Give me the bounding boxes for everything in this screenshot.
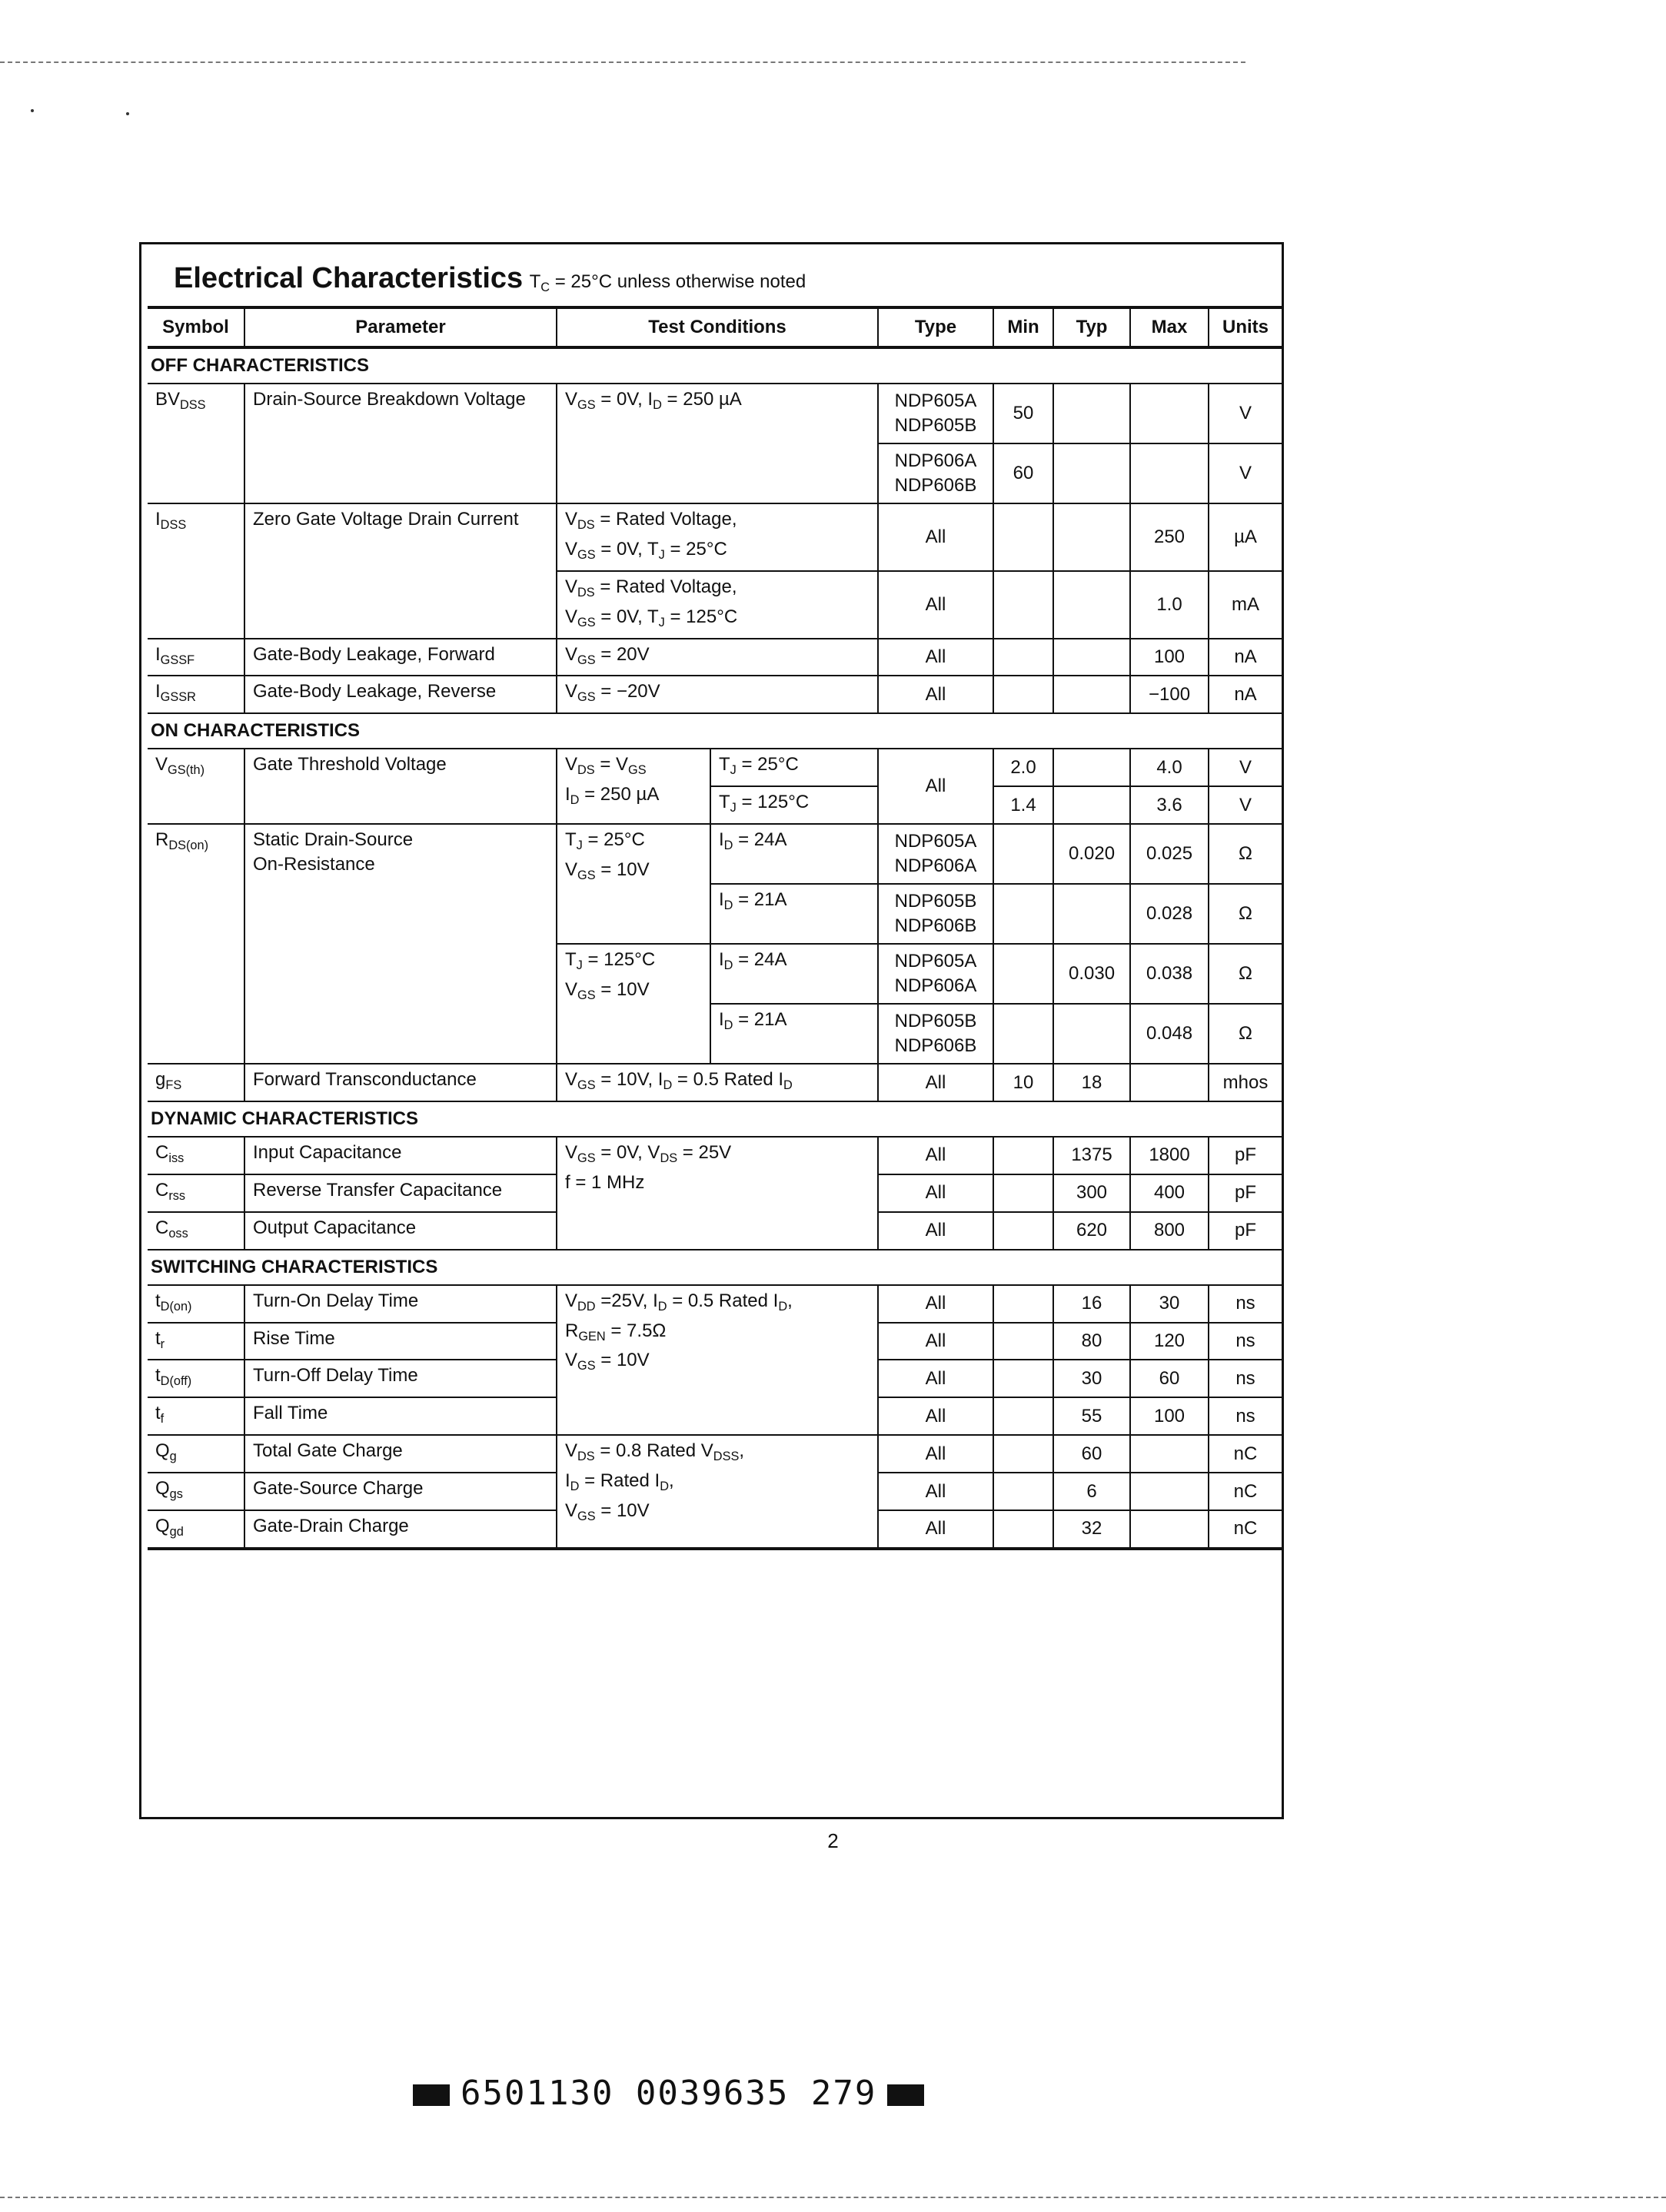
symbol-coss: $C_{oss}$ <box>148 1212 244 1250</box>
type-cell: All <box>878 639 993 676</box>
cond-bvdss: $V_{GS} = 0V$, $I_D = 250$ µA <box>557 384 878 503</box>
title-condition: $T_C = 25^\circ C$ unless otherwise noted <box>529 271 806 294</box>
table-row <box>148 384 1282 443</box>
units-cell: nC <box>1209 1473 1282 1510</box>
param-igssf: Gate-Body Leakage, Forward <box>244 639 557 676</box>
type-cell: All <box>878 1174 993 1212</box>
typ-cell: 80 <box>1053 1323 1130 1360</box>
units-cell: V <box>1209 749 1282 786</box>
max-cell: −100 <box>1130 676 1209 713</box>
cond-id-21a: $I_D = 21A$ <box>710 884 878 944</box>
type-cell: NDP605B NDP606B <box>878 1004 993 1064</box>
footer-code-text: 6501130 0039635 279 <box>461 2074 877 2113</box>
units-cell: V <box>1209 384 1282 443</box>
typ-cell: 1375 <box>1053 1137 1130 1174</box>
units-cell: nA <box>1209 639 1282 676</box>
typ-cell: 32 <box>1053 1510 1130 1549</box>
symbol-tdon: $t_{D(on)}$ <box>148 1285 244 1323</box>
param-gfs: Forward Transconductance <box>244 1064 557 1101</box>
section-title <box>174 262 806 295</box>
symbol-crss: $C_{rss}$ <box>148 1174 244 1212</box>
type-cell: All <box>878 676 993 713</box>
min-cell: 1.4 <box>993 786 1053 824</box>
max-cell: 0.028 <box>1130 884 1209 944</box>
type-cell: All <box>878 749 993 824</box>
electrical-characteristics-panel <box>139 242 1284 1819</box>
scan-artifact-bottom <box>0 2197 1666 2198</box>
param-tdoff: Turn-Off Delay Time <box>244 1360 557 1397</box>
type-cell: All <box>878 503 993 571</box>
max-cell: 120 <box>1130 1323 1209 1360</box>
typ-cell: 18 <box>1053 1064 1130 1101</box>
typ-cell: 0.020 <box>1053 824 1130 884</box>
units-cell: ns <box>1209 1323 1282 1360</box>
symbol-tf: $t_f$ <box>148 1397 244 1435</box>
units-cell: Ω <box>1209 824 1282 884</box>
param-bvdss: Drain-Source Breakdown Voltage <box>244 384 557 503</box>
cond-id-24a: $I_D = 24A$ <box>710 824 878 884</box>
max-cell: 3.6 <box>1130 786 1209 824</box>
type-cell: All <box>878 1360 993 1397</box>
symbol-igssf: $I_{GSSF}$ <box>148 639 244 676</box>
param-qgd: Gate-Drain Charge <box>244 1510 557 1549</box>
scan-dot <box>126 112 129 115</box>
cond-gate-charge: $V_{DS} = 0.8$ Rated $V_{DSS}$, $I_D$ = Rated $I_D$, $V_{GS} = 10V$ <box>557 1435 878 1549</box>
cond-vgsth: $V_{DS} = V_{GS}$ $I_D = 250$ µA <box>557 749 710 824</box>
type-cell: All <box>878 1435 993 1473</box>
units-cell: µA <box>1209 503 1282 571</box>
units-cell: ns <box>1209 1285 1282 1323</box>
scan-dot <box>31 109 34 112</box>
param-qg: Total Gate Charge <box>244 1435 557 1473</box>
units-cell: Ω <box>1209 944 1282 1004</box>
barcode-block <box>887 2084 924 2106</box>
cond-idss-25: $V_{DS}$ = Rated Voltage, $V_{GS} = 0V$, $T_J = 25^\circ C$ <box>557 503 878 571</box>
table-row <box>148 1285 1282 1323</box>
max-cell: 100 <box>1130 1397 1209 1435</box>
max-cell: 30 <box>1130 1285 1209 1323</box>
max-cell: 1.0 <box>1130 571 1209 639</box>
min-cell: 50 <box>993 384 1053 443</box>
param-tf: Fall Time <box>244 1397 557 1435</box>
units-cell: Ω <box>1209 884 1282 944</box>
scan-artifact-top <box>0 61 1245 63</box>
typ-cell: 300 <box>1053 1174 1130 1212</box>
max-cell: 100 <box>1130 639 1209 676</box>
max-cell: 800 <box>1130 1212 1209 1250</box>
table-row <box>148 1435 1282 1473</box>
param-coss: Output Capacitance <box>244 1212 557 1250</box>
cond-gfs: $V_{GS} = 10V$, $I_D = 0.5$ Rated $I_D$ <box>557 1064 878 1101</box>
section-on: ON CHARACTERISTICS <box>148 713 1282 749</box>
cond-rdson-125: $T_J = 125^\circ C$ $V_{GS} = 10V$ <box>557 944 710 1064</box>
units-cell: nC <box>1209 1435 1282 1473</box>
cond-idss-125: $V_{DS}$ = Rated Voltage, $V_{GS} = 0V$, $T_J = 125^\circ C$ <box>557 571 878 639</box>
header-test-conditions: Test Conditions <box>557 307 878 347</box>
type-cell: NDP605A NDP605B <box>878 384 993 443</box>
symbol-ciss: $C_{iss}$ <box>148 1137 244 1174</box>
param-ciss: Input Capacitance <box>244 1137 557 1174</box>
cond-switching: $V_{DD} =25V$, $I_D = 0.5$ Rated $I_D$, $R_{GEN} = 7.5\Omega$ $V_{GS} = 10V$ <box>557 1285 878 1436</box>
header-symbol: Symbol <box>148 307 244 347</box>
max-cell: 60 <box>1130 1360 1209 1397</box>
param-qgs: Gate-Source Charge <box>244 1473 557 1510</box>
symbol-qgd: $Q_{gd}$ <box>148 1510 244 1549</box>
characteristics-table <box>148 306 1282 1550</box>
max-cell: 0.038 <box>1130 944 1209 1004</box>
cond-igssr: $V_{GS} = -20V$ <box>557 676 878 713</box>
units-cell: Ω <box>1209 1004 1282 1064</box>
symbol-gfs: $g_{FS}$ <box>148 1064 244 1101</box>
section-switching: SWITCHING CHARACTERISTICS <box>148 1250 1282 1285</box>
units-cell: ns <box>1209 1360 1282 1397</box>
section-off: OFF CHARACTERISTICS <box>148 347 1282 384</box>
cond-dynamic: $V_{GS} = 0V$, $V_{DS} = 25V$ f = 1 MHz <box>557 1137 878 1250</box>
symbol-qgs: $Q_{gs}$ <box>148 1473 244 1510</box>
header-row <box>148 307 1282 347</box>
param-tr: Rise Time <box>244 1323 557 1360</box>
header-parameter: Parameter <box>244 307 557 347</box>
table-row <box>148 1137 1282 1174</box>
type-cell: NDP605A NDP606A <box>878 824 993 884</box>
cond-igssf: $V_{GS} = 20V$ <box>557 639 878 676</box>
max-cell: 400 <box>1130 1174 1209 1212</box>
page-number: 2 <box>827 1829 839 1852</box>
barcode-block <box>413 2084 450 2106</box>
header-typ: Typ <box>1053 307 1130 347</box>
symbol-idss: $I_{DSS}$ <box>148 503 244 639</box>
param-vgsth: Gate Threshold Voltage <box>244 749 557 824</box>
footer-code <box>402 2074 935 2113</box>
max-cell: 0.025 <box>1130 824 1209 884</box>
min-cell: 10 <box>993 1064 1053 1101</box>
symbol-tdoff: $t_{D(off)}$ <box>148 1360 244 1397</box>
header-max: Max <box>1130 307 1209 347</box>
cond-rdson-25: $T_J = 25^\circ C$ $V_{GS} = 10V$ <box>557 824 710 944</box>
cond-tj-25: $T_J = 25^\circ C$ <box>710 749 878 786</box>
units-cell: nA <box>1209 676 1282 713</box>
symbol-tr: $t_r$ <box>148 1323 244 1360</box>
header-min: Min <box>993 307 1053 347</box>
symbol-qg: $Q_g$ <box>148 1435 244 1473</box>
min-cell: 60 <box>993 443 1053 503</box>
max-cell: 250 <box>1130 503 1209 571</box>
typ-cell: 16 <box>1053 1285 1130 1323</box>
type-cell: NDP605A NDP606A <box>878 944 993 1004</box>
symbol-rdson: $R_{DS(on)}$ <box>148 824 244 1064</box>
param-tdon: Turn-On Delay Time <box>244 1285 557 1323</box>
table-row <box>148 824 1282 884</box>
typ-cell: 0.030 <box>1053 944 1130 1004</box>
type-cell: All <box>878 1212 993 1250</box>
type-cell: All <box>878 1397 993 1435</box>
units-cell: pF <box>1209 1212 1282 1250</box>
units-cell: V <box>1209 443 1282 503</box>
max-cell: 1800 <box>1130 1137 1209 1174</box>
type-cell: All <box>878 1323 993 1360</box>
header-type: Type <box>878 307 993 347</box>
symbol-igssr: $I_{GSSR}$ <box>148 676 244 713</box>
param-idss: Zero Gate Voltage Drain Current <box>244 503 557 639</box>
symbol-bvdss: $BV_{DSS}$ <box>148 384 244 503</box>
type-cell: All <box>878 1285 993 1323</box>
symbol-vgsth: $V_{GS(th)}$ <box>148 749 244 824</box>
table-row <box>148 503 1282 571</box>
table-row <box>148 1064 1282 1101</box>
type-cell: NDP606A NDP606B <box>878 443 993 503</box>
units-cell: ns <box>1209 1397 1282 1435</box>
units-cell: nC <box>1209 1510 1282 1549</box>
cond-id-24a: $I_D = 24A$ <box>710 944 878 1004</box>
units-cell: mA <box>1209 571 1282 639</box>
table-row <box>148 639 1282 676</box>
type-cell: NDP605B NDP606B <box>878 884 993 944</box>
cond-id-21a: $I_D = 21A$ <box>710 1004 878 1064</box>
typ-cell: 55 <box>1053 1397 1130 1435</box>
table-row <box>148 749 1282 786</box>
units-cell: V <box>1209 786 1282 824</box>
cond-tj-125: $T_J = 125^\circ C$ <box>710 786 878 824</box>
typ-cell: 30 <box>1053 1360 1130 1397</box>
typ-cell: 6 <box>1053 1473 1130 1510</box>
param-igssr: Gate-Body Leakage, Reverse <box>244 676 557 713</box>
min-cell: 2.0 <box>993 749 1053 786</box>
type-cell: All <box>878 571 993 639</box>
typ-cell: 60 <box>1053 1435 1130 1473</box>
param-crss: Reverse Transfer Capacitance <box>244 1174 557 1212</box>
title-text: Electrical Characteristics <box>174 262 524 294</box>
section-dynamic: DYNAMIC CHARACTERISTICS <box>148 1101 1282 1137</box>
table-row <box>148 676 1282 713</box>
typ-cell: 620 <box>1053 1212 1130 1250</box>
type-cell: All <box>878 1473 993 1510</box>
param-rdson: Static Drain-Source On-Resistance <box>244 824 557 1064</box>
units-cell: mhos <box>1209 1064 1282 1101</box>
units-cell: pF <box>1209 1174 1282 1212</box>
type-cell: All <box>878 1064 993 1101</box>
max-cell: 4.0 <box>1130 749 1209 786</box>
max-cell: 0.048 <box>1130 1004 1209 1064</box>
header-units: Units <box>1209 307 1282 347</box>
type-cell: All <box>878 1137 993 1174</box>
type-cell: All <box>878 1510 993 1549</box>
units-cell: pF <box>1209 1137 1282 1174</box>
